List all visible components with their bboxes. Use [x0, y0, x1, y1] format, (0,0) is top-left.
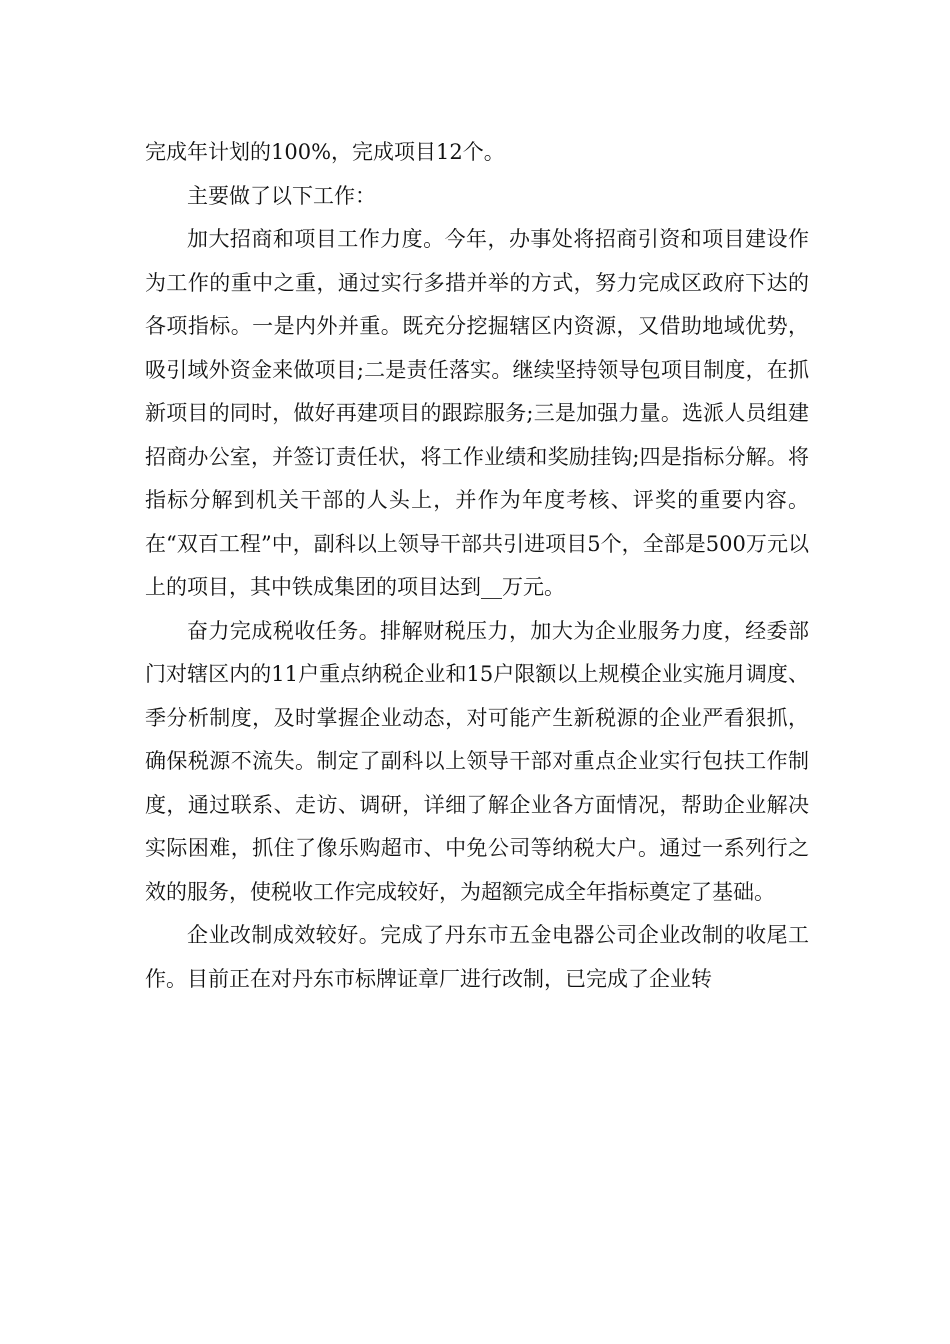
paragraph-investment-projects: 加大招商和项目工作力度。今年，办事处将招商引资和项目建设作为工作的重中之重，通过实行多措并举的方式，努力完成区政府下达的各项指标。一是内外并重。既充分挖掘辖区内资源，又借助地域优势，吸引域外资金来做项目;二是责任落实。继续坚持领导包项目制度，在抓新项目的同时，做好再建项目的跟踪服务;三是加强力量。选派人员组建招商办公室，并签订责任状，将工作业绩和奖励挂钩;四是指标分解。将指标分解到机关干部的人头上，并作为年度考核、评奖的重要内容。在“双百工程”中，副科以上领导干部共引进项目5个，全部是500万元以上的项目，其中铁成集团的项目达到__万元。 — [145, 227, 809, 599]
paragraph-tax-tasks: 奋力完成税收任务。排解财税压力，加大为企业服务力度，经委部门对辖区内的11户重点纳税企业和15户限额以上规模企业实施月调度、季分析制度，及时掌握企业动态，对可能产生新税源的企业严看狠抓，确保税源不流失。制定了副科以上领导干部对重点企业实行包扶工作制度，通过联系、走访、调研，详细了解企业各方面情况，帮助企业解决实际困难，抓住了像乐购超市、中免公司等纳税大户。通过一系列行之效的服务，使税收工作完成较好，为超额完成全年指标奠定了基础。 — [145, 618, 809, 904]
paragraph-continuation: 完成年计划的100%，完成项目12个。 — [145, 140, 505, 164]
paragraph-work-intro: 主要做了以下工作： — [187, 183, 376, 208]
document-body — [145, 131, 809, 1001]
paragraph-enterprise-reform: 企业改制成效较好。完成了丹东市五金电器公司企业改制的收尾工作。目前正在对丹东市标牌证章厂进行改制，已完成了企业转 — [145, 923, 809, 991]
